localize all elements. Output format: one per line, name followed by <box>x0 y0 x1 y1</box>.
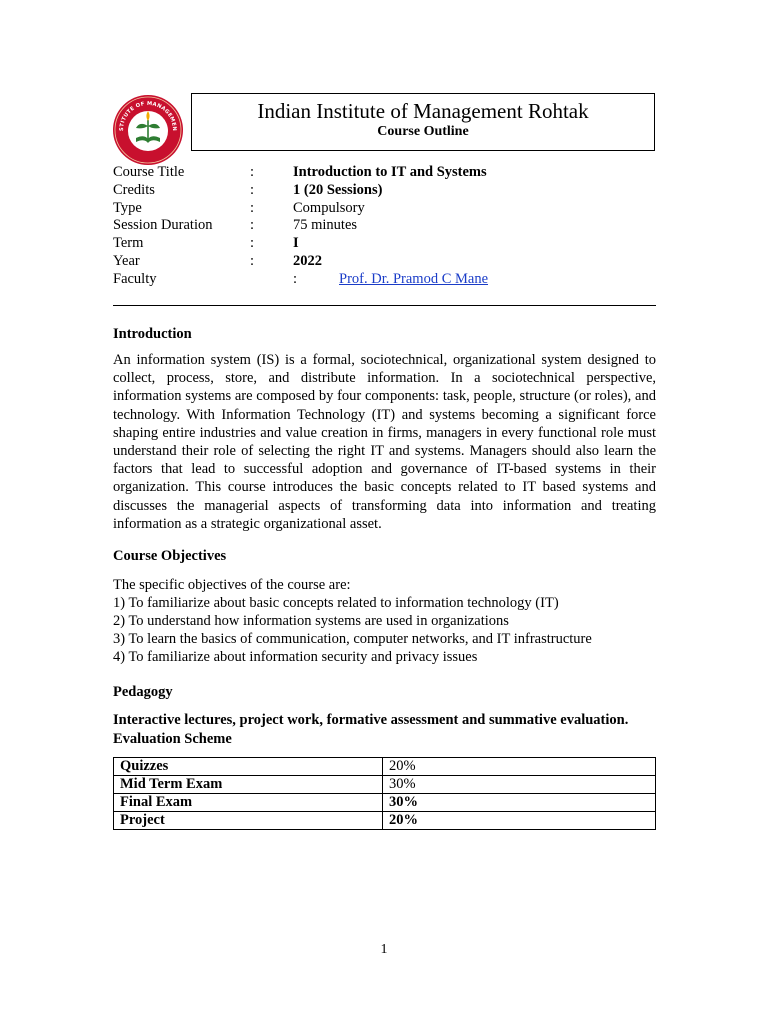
info-value: I <box>293 235 299 252</box>
objectives-intro: The specific objectives of the course are: <box>113 577 351 593</box>
horizontal-divider <box>113 305 656 306</box>
info-value: 2022 <box>293 252 322 269</box>
objectives-heading: Course Objectives <box>113 548 227 564</box>
info-label: Faculty <box>113 270 157 287</box>
table-row <box>114 794 656 812</box>
objective-item: 3) To learn the basics of communication, computer networks, and IT infrastructure <box>113 631 592 647</box>
table-cell-component: Quizzes <box>114 758 383 776</box>
table-row <box>114 812 656 830</box>
info-colon: : <box>293 270 298 287</box>
table-cell-component: Final Exam <box>114 794 383 812</box>
course-info <box>113 164 673 289</box>
info-row-type <box>113 200 673 218</box>
table-cell-component: Project <box>114 812 383 830</box>
info-row-term <box>113 235 673 253</box>
info-colon: : <box>250 217 255 234</box>
info-colon: : <box>250 181 255 198</box>
info-colon: : <box>250 235 255 252</box>
objective-item: 2) To understand how information systems are used in organizations <box>113 613 509 629</box>
objective-item: 4) To familiarize about information security and privacy issues <box>113 649 478 665</box>
document-subtitle: Course Outline <box>377 124 469 139</box>
institute-name: Indian Institute of Management Rohtak <box>257 99 589 123</box>
info-value: Introduction to IT and Systems <box>293 164 487 180</box>
pedagogy-text: Interactive lectures, project work, formative assessment and summative evaluation. <box>113 712 629 728</box>
table-cell-weight: 20% <box>383 812 656 830</box>
page-number: 1 <box>380 942 388 957</box>
info-value: 75 minutes <box>293 217 358 234</box>
info-row-faculty <box>113 271 673 289</box>
table-cell-weight: 30% <box>383 776 656 794</box>
faculty-link[interactable]: Prof. Dr. Pramod C Mane <box>339 270 489 287</box>
info-colon: : <box>250 164 255 180</box>
table-row <box>114 776 656 794</box>
info-label: Session Duration <box>113 217 213 234</box>
table-cell-component: Mid Term Exam <box>114 776 383 794</box>
info-label: Year <box>113 252 140 269</box>
objectives-list <box>113 576 673 666</box>
info-label: Course Title <box>113 164 185 180</box>
info-row-course-title <box>113 164 673 182</box>
info-colon: : <box>250 199 255 216</box>
info-label: Term <box>113 235 144 252</box>
info-colon: : <box>250 252 255 269</box>
info-row-session-duration <box>113 217 673 235</box>
info-row-credits <box>113 182 673 200</box>
table-cell-weight: 30% <box>383 794 656 812</box>
info-label: Credits <box>113 181 155 198</box>
svg-text:INDIAN INSTITUTE OF MANAGEMENT: STITUTE OF MANAGEMEN <box>118 100 178 132</box>
table-cell-weight: 20% <box>383 758 656 776</box>
table-row <box>114 758 656 776</box>
introduction-heading: Introduction <box>113 326 192 342</box>
logo-emblem-icon <box>112 94 184 166</box>
evaluation-table <box>113 757 656 830</box>
evaluation-heading: Evaluation Scheme <box>113 731 232 747</box>
objective-item: 1) To familiarize about basic concepts related to information technology (IT) <box>113 595 559 611</box>
info-label: Type <box>113 199 142 216</box>
info-row-year <box>113 253 673 271</box>
info-value: Compulsory <box>293 199 365 216</box>
introduction-paragraph: An information system (IS) is a formal, sociotechnical, organizational system designed to collect, process, store, and distribute information. In a sociotechnical perspective, information systems are composed by four components: task, people, structure (or roles), and technology. With Information Technology (IT) and systems becoming a significant force shaping entire industries and value creation in firms, managers in every functional role must understand their role of selecting the right IT and systems. Managers should also learn the factors that lead to successful adoption and governance of IT-based systems in their organization. This course introduces the basic concepts related to IT based systems and discusses the managerial aspects of transforming data into information and treating information as a strategic organizational asset. <box>113 352 656 532</box>
pedagogy-heading: Pedagogy <box>113 684 173 700</box>
info-value: 1 (20 Sessions) <box>293 181 383 198</box>
header-title-box <box>191 93 655 151</box>
institute-logo <box>112 94 184 166</box>
